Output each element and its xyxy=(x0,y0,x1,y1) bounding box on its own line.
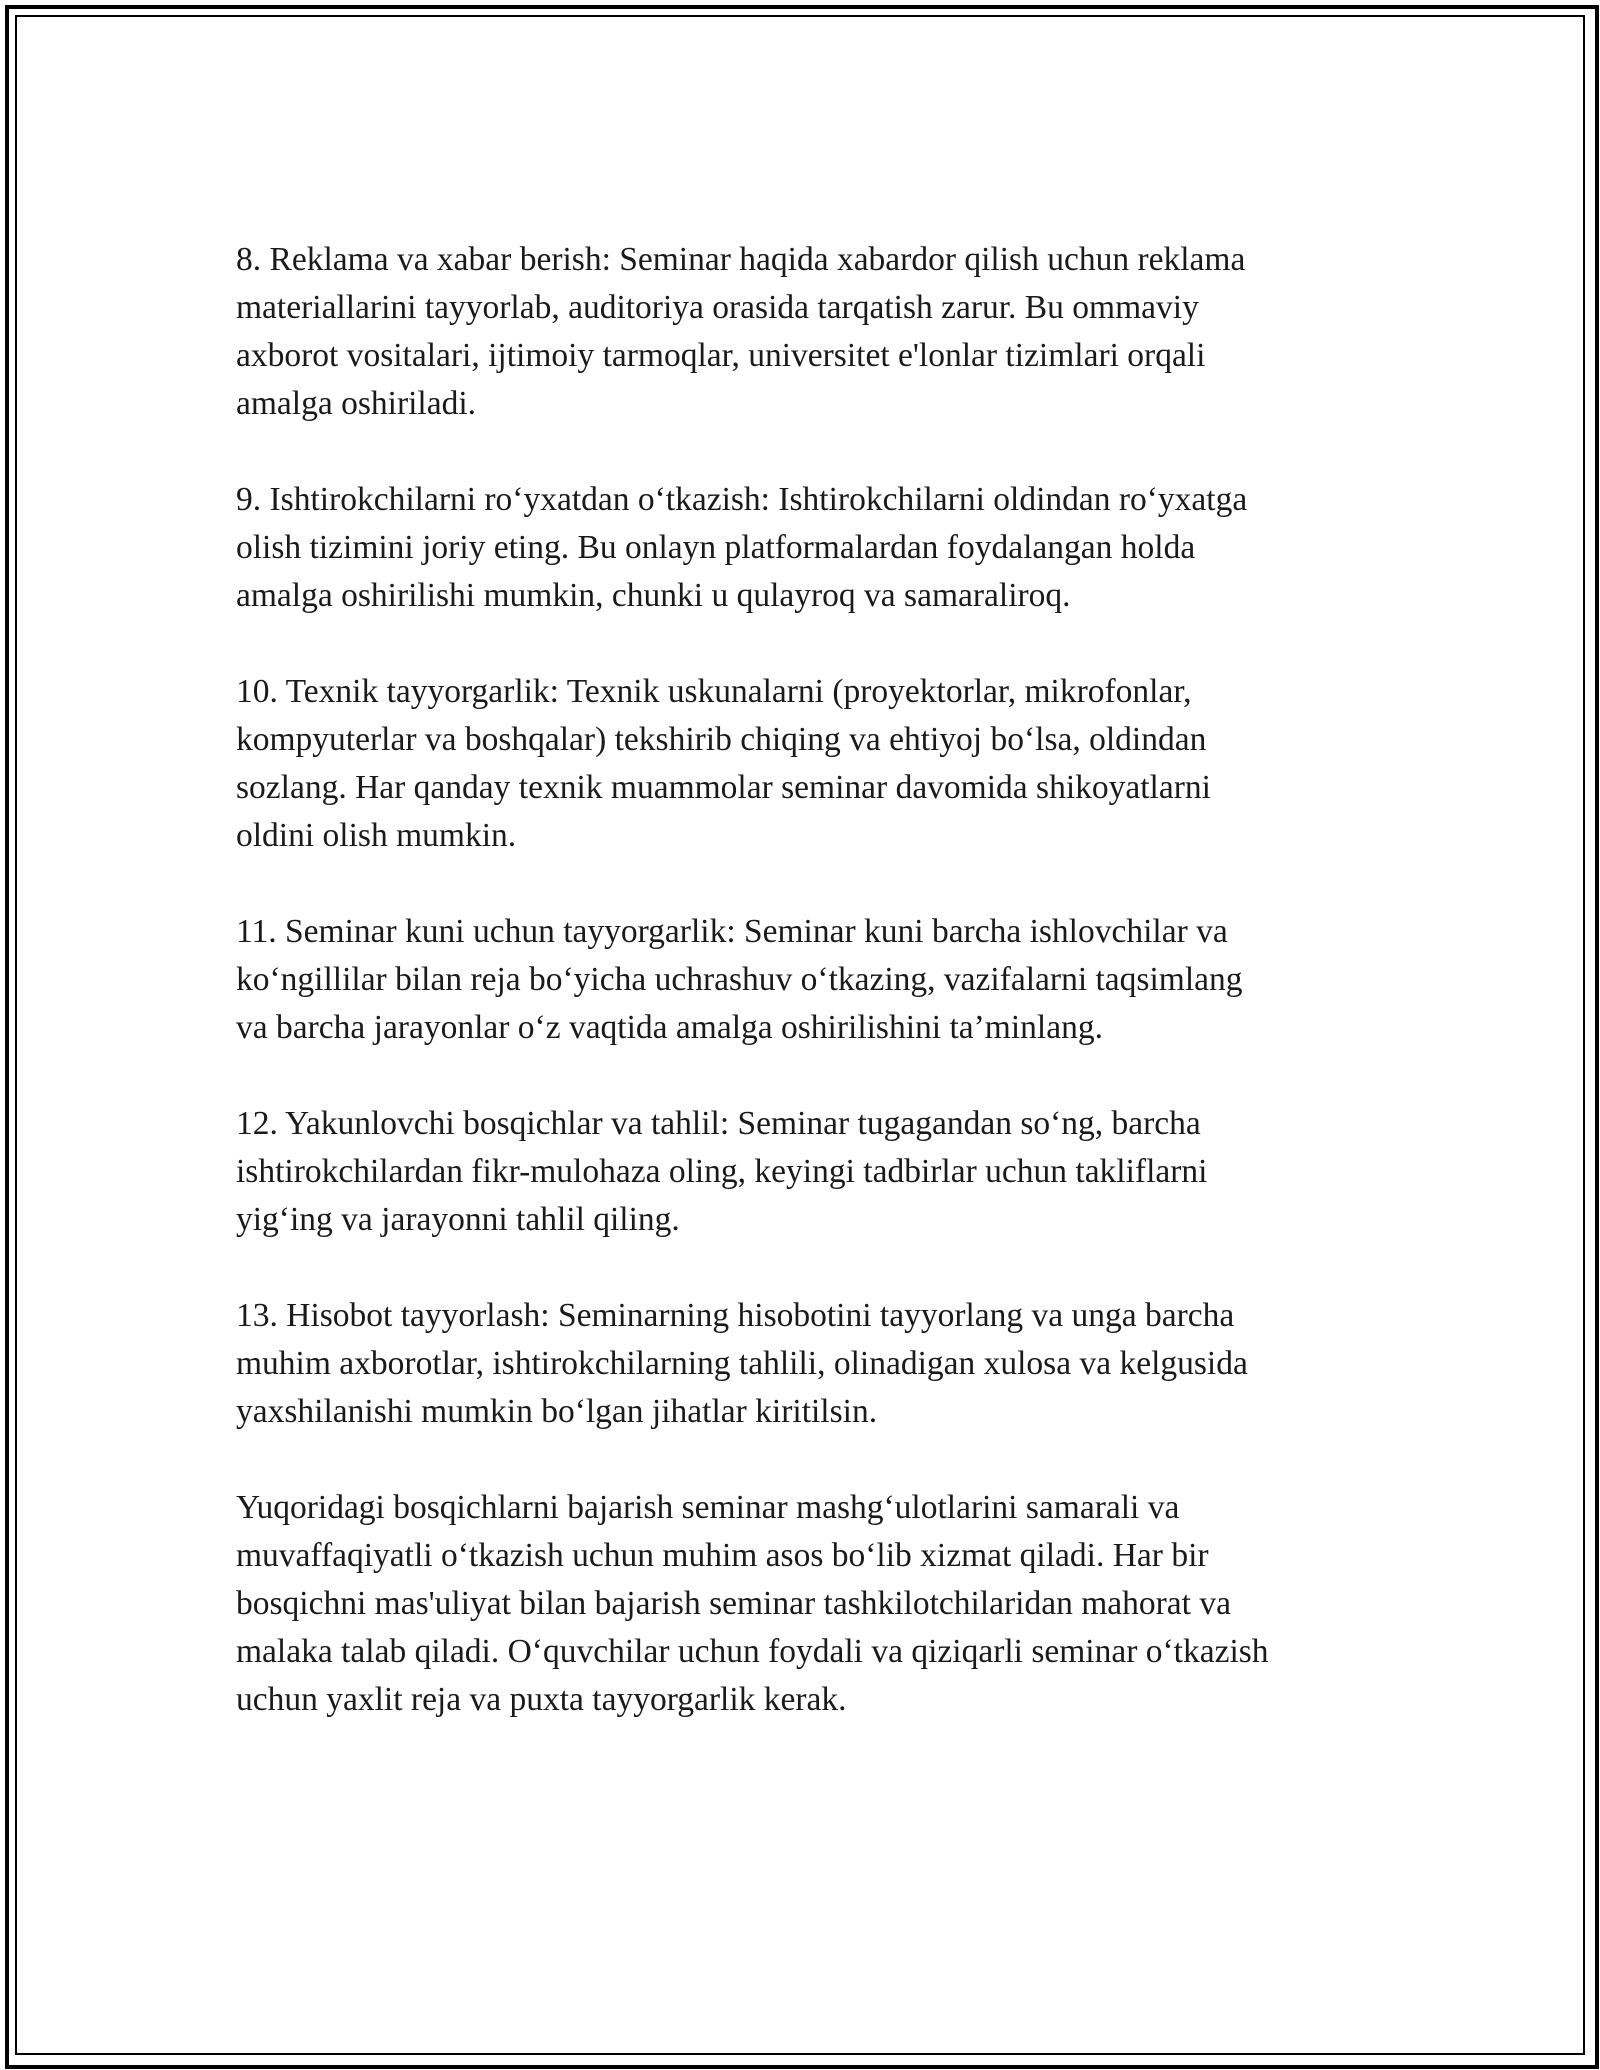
paragraph-conclusion xyxy=(236,1484,1386,1724)
text-line: oldini olish mumkin. xyxy=(236,817,517,854)
text-line: ko‘ngillilar bilan reja bo‘yicha uchrashuv o‘tkazing, vazifalarni taqsimlang xyxy=(236,961,1243,998)
text-line: va barcha jarayonlar o‘z vaqtida amalga oshirilishini ta’minlang. xyxy=(236,1009,1103,1046)
text-line: 8. Reklama va xabar berish: Seminar haqida xabardor qilish uchun reklama xyxy=(236,241,1246,278)
text-line: olish tizimini joriy eting. Bu onlayn platformalardan foydalangan holda xyxy=(236,529,1196,566)
paragraph-step-10 xyxy=(236,668,1386,860)
paragraph-step-13 xyxy=(236,1292,1386,1436)
text-line: 10. Texnik tayyorgarlik: Texnik uskunalarni (proyektorlar, mikrofonlar, xyxy=(236,673,1192,710)
text-line: muvaffaqiyatli o‘tkazish uchun muhim asos bo‘lib xizmat qiladi. Har bir xyxy=(236,1537,1209,1574)
paragraph-step-8 xyxy=(236,236,1386,428)
text-line: Yuqoridagi bosqichlarni bajarish seminar mashg‘ulotlarini samarali va xyxy=(236,1489,1180,1526)
text-line: 9. Ishtirokchilarni ro‘yxatdan o‘tkazish: Ishtirokchilarni oldindan ro‘yxatga xyxy=(236,481,1248,518)
paragraph-step-12 xyxy=(236,1100,1386,1244)
text-line: amalga oshiriladi. xyxy=(236,385,477,422)
text-line: 13. Hisobot tayyorlash: Seminarning hisobotini tayyorlang va unga barcha xyxy=(236,1297,1235,1334)
text-line: 11. Seminar kuni uchun tayyorgarlik: Seminar kuni barcha ishlovchilar va xyxy=(236,913,1228,950)
text-line: malaka talab qiladi. O‘quvchilar uchun foydali va qiziqarli seminar o‘tkazish xyxy=(236,1633,1269,1670)
text-line: 12. Yakunlovchi bosqichlar va tahlil: Seminar tugagandan so‘ng, barcha xyxy=(236,1105,1201,1142)
document-body xyxy=(236,236,1386,1772)
text-line: bosqichni mas'uliyat bilan bajarish seminar tashkilotchilaridan mahorat va xyxy=(236,1585,1231,1622)
paragraph-step-11 xyxy=(236,908,1386,1052)
text-line: yaxshilanishi mumkin bo‘lgan jihatlar kiritilsin. xyxy=(236,1393,878,1430)
text-line: kompyuterlar va boshqalar) tekshirib chiqing va ehtiyoj bo‘lsa, oldindan xyxy=(236,721,1207,758)
text-line: ishtirokchilardan fikr-mulohaza oling, keyingi tadbirlar uchun takliflarni xyxy=(236,1153,1208,1190)
text-line: muhim axborotlar, ishtirokchilarning tahlili, olinadigan xulosa va kelgusida xyxy=(236,1345,1248,1382)
text-line: sozlang. Har qanday texnik muammolar seminar davomida shikoyatlarni xyxy=(236,769,1211,806)
text-line: axborot vositalari, ijtimoiy tarmoqlar, universitet e'lonlar tizimlari orqali xyxy=(236,337,1206,374)
paragraph-step-9 xyxy=(236,476,1386,620)
text-line: yig‘ing va jarayonni tahlil qiling. xyxy=(236,1201,680,1238)
text-line: materiallarini tayyorlab, auditoriya orasida tarqatish zarur. Bu ommaviy xyxy=(236,289,1199,326)
text-line: uchun yaxlit reja va puxta tayyorgarlik kerak. xyxy=(236,1681,847,1718)
text-line: amalga oshirilishi mumkin, chunki u qulayroq va samaraliroq. xyxy=(236,577,1071,614)
